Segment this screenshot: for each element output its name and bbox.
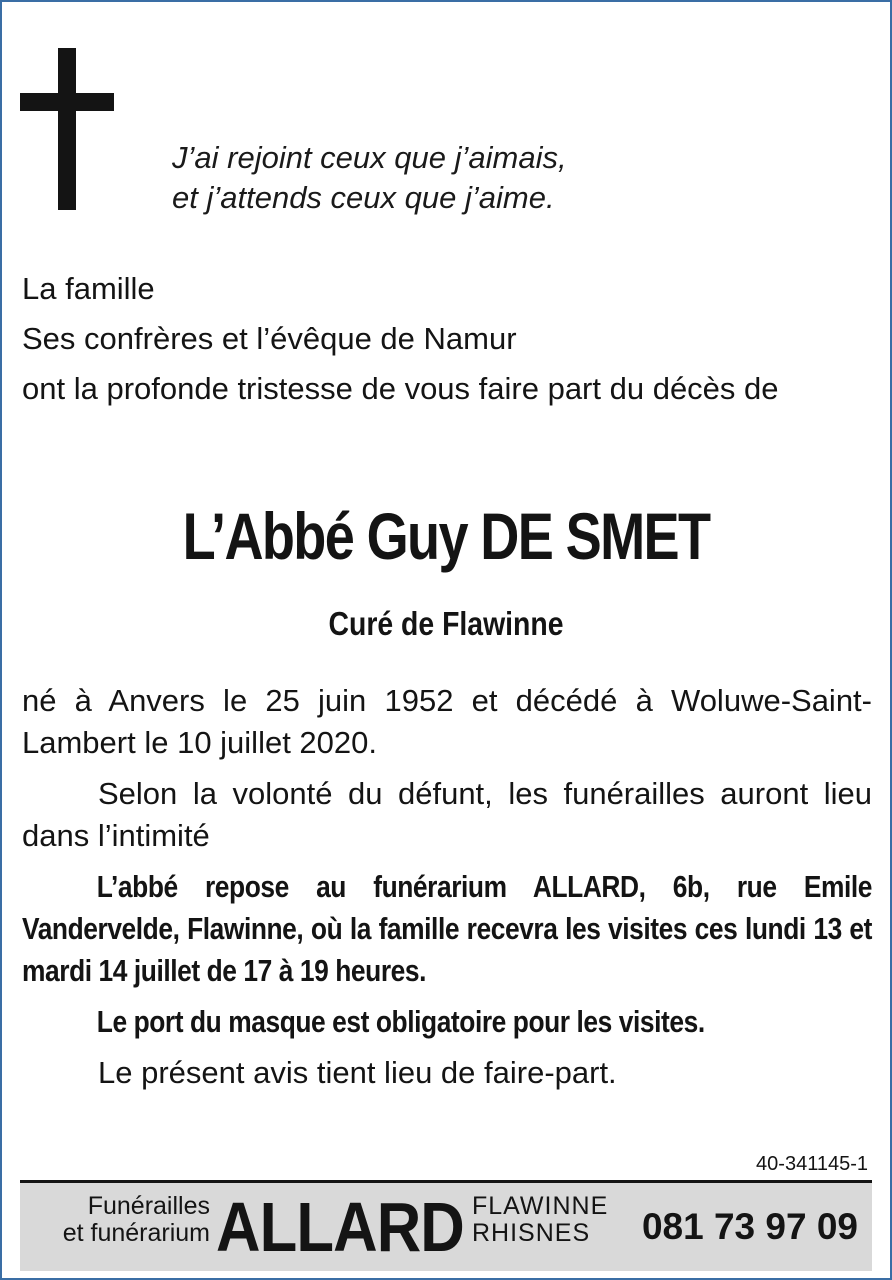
cross-icon (20, 48, 114, 210)
funeral-home-locations (472, 1193, 608, 1247)
deceased-name: L’Abbé Guy DE SMET (182, 499, 710, 573)
visitation-text: L’abbé repose au funérarium ALLARD, 6b, rue Emile Vandervelde, Flawinne, où la famille recevra les visites ces lundi 13 et mardi 14 juillet de 17 à 19 heures. (22, 869, 873, 988)
intro-line-family: La famille (22, 271, 155, 306)
funeral-home-banner (20, 1180, 872, 1271)
quote-line-1: J’ai rejoint ceux que j’aimais, (172, 140, 567, 175)
intro-line-colleagues: Ses confrères et l’évêque de Namur (22, 321, 517, 356)
mask-requirement (22, 1001, 872, 1043)
funeral-details: Selon la volonté du défunt, les funérailles auront lieu dans l’intimité (22, 776, 872, 853)
deceased-title: Curé de Flawinne (328, 605, 564, 642)
intro-line-sadness: ont la profonde tristesse de vous faire part du décès de (22, 371, 779, 406)
announcement-intro (22, 268, 872, 409)
epitaph-quote (172, 138, 567, 218)
services-line-1: Funérailles (87, 1192, 210, 1220)
notice-statement: Le présent avis tient lieu de faire-part. (98, 1055, 617, 1090)
location-rhisnes: RHISNES (472, 1219, 591, 1247)
location-flawinne: FLAWINNE (472, 1192, 609, 1220)
funeral-home-name: ALLARD (216, 1188, 464, 1266)
birth-death-details: né à Anvers le 25 juin 1952 et décédé à Woluwe-Saint-Lambert le 10 juillet 2020. (22, 683, 872, 760)
notice-reference: 40-341145-1 (756, 1153, 868, 1175)
notice-body (22, 680, 872, 1103)
funeral-home-phone: 081 73 97 09 (641, 1206, 858, 1247)
quote-line-2: et j’attends ceux que j’aime. (172, 180, 555, 215)
funeral-home-services (30, 1193, 210, 1247)
services-line-2: et funérarium (62, 1219, 210, 1247)
visitation-details (22, 866, 872, 992)
mask-text: Le port du masque est obligatoire pour les visites. (96, 1004, 705, 1039)
